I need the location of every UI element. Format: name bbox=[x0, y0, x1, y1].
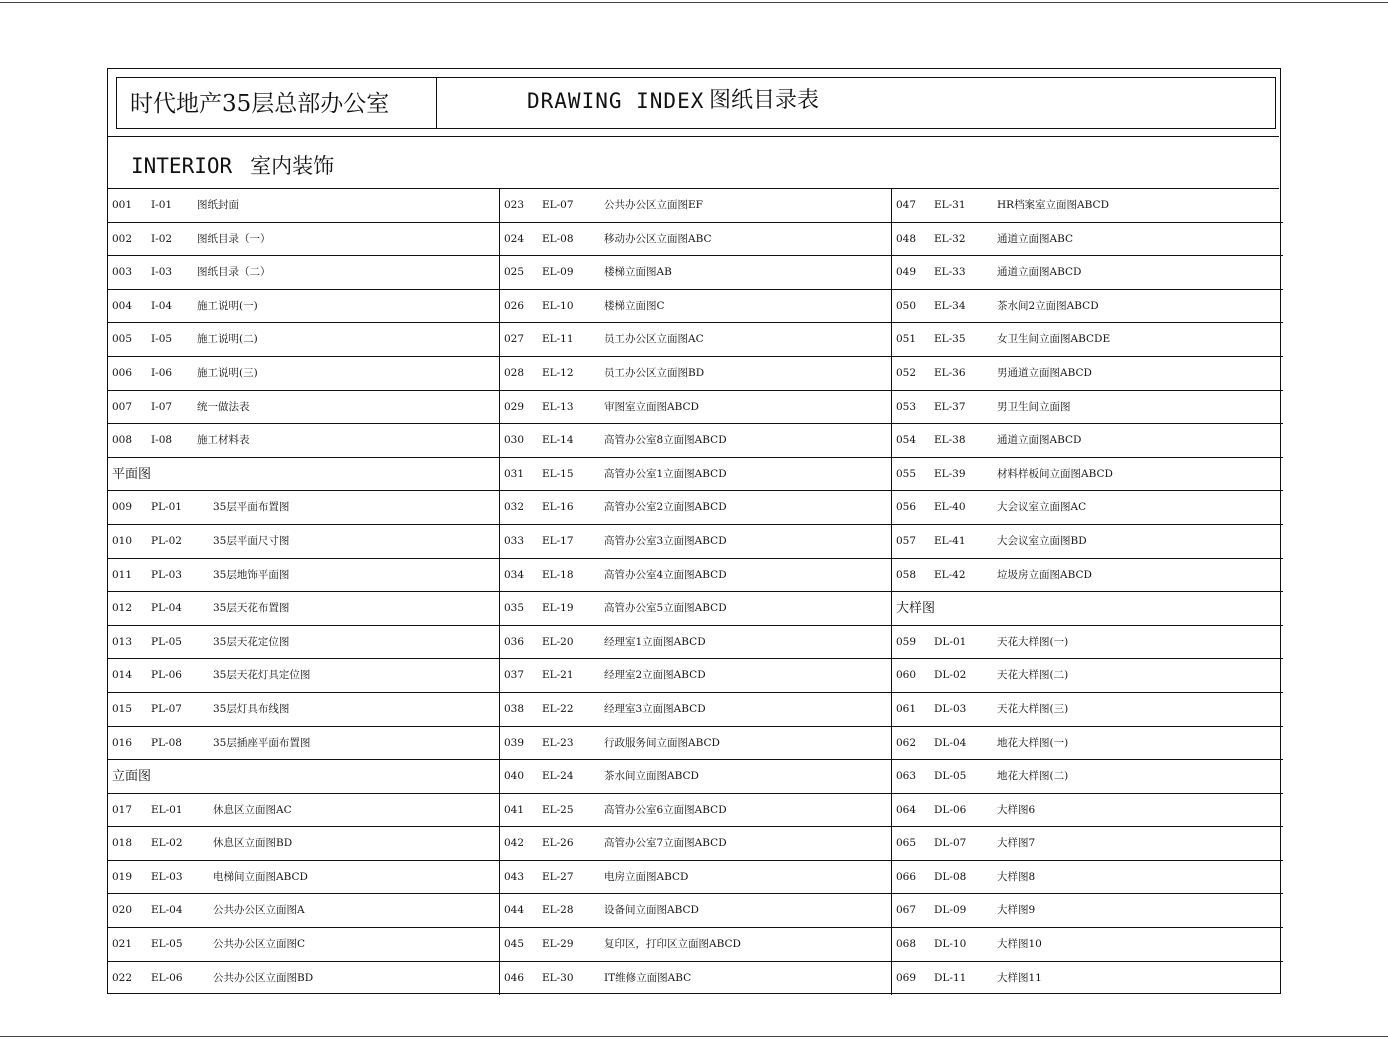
drawing-code: EL-11 bbox=[542, 333, 574, 346]
drawing-name: 统一做法表 bbox=[197, 400, 250, 413]
drawing-number: 029 bbox=[504, 400, 525, 413]
drawing-number: 027 bbox=[504, 333, 525, 346]
drawing-name: 审图室立面图ABCD bbox=[604, 400, 699, 413]
drawing-code: EL-31 bbox=[934, 199, 966, 211]
drawing-code: DL-08 bbox=[934, 870, 967, 883]
table-row bbox=[108, 727, 500, 761]
drawing-name: 公共办公区立面图A bbox=[213, 904, 305, 917]
drawing-number: 062 bbox=[896, 736, 917, 749]
table-row bbox=[892, 659, 1283, 693]
table-row bbox=[500, 626, 891, 660]
section-title-cn: 室内装饰 bbox=[250, 154, 335, 178]
table-row bbox=[500, 827, 891, 861]
drawing-code: EL-21 bbox=[542, 669, 574, 682]
drawing-code: EL-30 bbox=[542, 971, 574, 984]
drawing-code: I-08 bbox=[151, 434, 173, 447]
table-row bbox=[500, 290, 891, 324]
table-row bbox=[892, 256, 1283, 290]
drawing-code: EL-12 bbox=[542, 366, 574, 379]
drawing-number: 048 bbox=[896, 232, 917, 245]
section-title bbox=[131, 146, 334, 186]
table-row bbox=[108, 559, 500, 593]
drawing-number: 028 bbox=[504, 366, 525, 379]
drawing-name: 公共办公区立面图BD bbox=[213, 971, 314, 984]
drawing-code: EL-35 bbox=[934, 333, 966, 346]
drawing-name: 员工办公区立面图BD bbox=[604, 366, 705, 379]
table-row bbox=[108, 894, 500, 928]
drawing-code: EL-23 bbox=[542, 736, 574, 749]
drawing-number: 063 bbox=[896, 770, 917, 783]
drawing-name: 大样图10 bbox=[997, 938, 1042, 951]
table-row bbox=[500, 256, 891, 290]
drawing-code: DL-02 bbox=[934, 669, 967, 682]
drawing-number: 059 bbox=[896, 635, 917, 648]
drawing-number: 060 bbox=[896, 669, 917, 682]
drawing-number: 047 bbox=[896, 199, 917, 211]
drawing-name: 高管办公室8立面图ABCD bbox=[604, 434, 727, 447]
drawing-number: 055 bbox=[896, 467, 917, 480]
category-heading-label: 平面图 bbox=[112, 466, 152, 482]
drawing-code: EL-34 bbox=[934, 299, 966, 312]
drawing-name: HR档案室立面图ABCD bbox=[997, 199, 1110, 211]
drawing-code: I-07 bbox=[151, 400, 173, 413]
drawing-name: 设备间立面图ABCD bbox=[604, 904, 699, 917]
table-row bbox=[108, 592, 500, 626]
drawing-name: 茶水间立面图ABCD bbox=[604, 770, 699, 783]
drawing-name: 图纸封面 bbox=[197, 199, 239, 211]
table-row bbox=[892, 559, 1283, 593]
section-title-en: INTERIOR bbox=[131, 154, 233, 178]
drawing-code: EL-13 bbox=[542, 400, 574, 413]
table-row bbox=[892, 424, 1283, 458]
category-heading-label: 立面图 bbox=[112, 769, 152, 785]
drawing-name: 地花大样图(二) bbox=[997, 770, 1069, 783]
drawing-number: 007 bbox=[112, 400, 133, 413]
drawing-name: 高管办公室3立面图ABCD bbox=[604, 534, 727, 547]
drawing-name: 大样图9 bbox=[997, 904, 1036, 917]
project-title: 时代地产35层总部办公室 bbox=[117, 78, 437, 128]
drawing-code: DL-07 bbox=[934, 837, 967, 850]
table-row bbox=[108, 391, 500, 425]
category-heading-label: 大样图 bbox=[896, 601, 936, 617]
drawing-name: 图纸目录（二） bbox=[197, 266, 271, 279]
drawing-code: EL-22 bbox=[542, 702, 574, 715]
drawing-name: 经理室3立面图ABCD bbox=[604, 702, 706, 715]
drawing-code: DL-06 bbox=[934, 803, 967, 816]
drawing-code: EL-03 bbox=[151, 870, 183, 883]
drawing-number: 006 bbox=[112, 366, 133, 379]
drawing-name: 施工说明(二) bbox=[197, 333, 258, 346]
drawing-name: 移动办公区立面图ABC bbox=[604, 232, 712, 245]
drawing-name: 公共办公区立面图EF bbox=[604, 199, 703, 211]
table-row bbox=[500, 491, 891, 525]
table-row bbox=[892, 928, 1283, 962]
drawing-number: 021 bbox=[112, 938, 133, 951]
drawing-code: EL-26 bbox=[542, 837, 574, 850]
table-row bbox=[108, 962, 500, 996]
table-row bbox=[108, 794, 500, 828]
drawing-number: 039 bbox=[504, 736, 525, 749]
drawing-index-sheet bbox=[107, 68, 1281, 994]
table-row bbox=[892, 760, 1283, 794]
drawing-number: 026 bbox=[504, 299, 525, 312]
index-title-cn: 图纸目录表 bbox=[709, 88, 820, 113]
drawing-name: 楼梯立面图C bbox=[604, 299, 665, 312]
drawing-number: 067 bbox=[896, 904, 917, 917]
drawing-name: 施工说明(三) bbox=[197, 366, 258, 379]
drawing-number: 065 bbox=[896, 837, 917, 850]
drawing-code: I-03 bbox=[151, 266, 173, 279]
drawing-name: 天花大样图(三) bbox=[997, 702, 1069, 715]
drawing-number: 020 bbox=[112, 904, 133, 917]
drawing-name: 35层插座平面布置图 bbox=[213, 736, 311, 749]
drawing-name: 公共办公区立面图C bbox=[213, 938, 306, 951]
drawing-number: 045 bbox=[504, 938, 525, 951]
drawing-name: 休息区立面图AC bbox=[213, 803, 292, 816]
drawing-code: EL-19 bbox=[542, 602, 574, 615]
drawing-number: 010 bbox=[112, 534, 133, 547]
drawing-code: EL-10 bbox=[542, 299, 574, 312]
drawing-code: DL-01 bbox=[934, 635, 967, 648]
drawing-number: 032 bbox=[504, 501, 525, 514]
table-row bbox=[500, 323, 891, 357]
drawing-number: 019 bbox=[112, 870, 133, 883]
drawing-name: 35层天花布置图 bbox=[213, 602, 290, 615]
drawing-name: 高管办公室5立面图ABCD bbox=[604, 602, 727, 615]
drawing-name: 大样图7 bbox=[997, 837, 1036, 850]
drawing-name: 高管办公室1立面图ABCD bbox=[604, 467, 727, 480]
drawing-name: 高管办公室2立面图ABCD bbox=[604, 501, 727, 514]
table-row bbox=[892, 323, 1283, 357]
drawing-number: 043 bbox=[504, 870, 525, 883]
table-row bbox=[500, 794, 891, 828]
drawing-number: 018 bbox=[112, 837, 133, 850]
title-block bbox=[116, 77, 1276, 129]
drawing-number: 013 bbox=[112, 635, 133, 648]
table-row bbox=[500, 391, 891, 425]
drawing-code: PL-02 bbox=[151, 534, 182, 547]
drawing-number: 033 bbox=[504, 534, 525, 547]
drawing-code: I-06 bbox=[151, 366, 173, 379]
table-row bbox=[108, 223, 500, 257]
drawing-code: EL-17 bbox=[542, 534, 574, 547]
drawing-code: PL-04 bbox=[151, 602, 182, 615]
index-column-3 bbox=[891, 189, 1283, 995]
drawing-name: 35层平面尺寸图 bbox=[213, 534, 290, 547]
drawing-number: 008 bbox=[112, 434, 133, 447]
drawing-number: 016 bbox=[112, 736, 133, 749]
drawing-name: 男卫生间立面图 bbox=[997, 400, 1071, 413]
drawing-code: EL-01 bbox=[151, 803, 183, 816]
category-heading bbox=[108, 458, 500, 492]
index-title-en: DRAWING INDEX bbox=[527, 89, 705, 113]
drawing-code: EL-33 bbox=[934, 266, 966, 279]
table-row bbox=[500, 928, 891, 962]
drawing-number: 004 bbox=[112, 299, 133, 312]
drawing-code: EL-14 bbox=[542, 434, 574, 447]
table-row bbox=[500, 727, 891, 761]
drawing-number: 035 bbox=[504, 602, 525, 615]
drawing-name: 高管办公室6立面图ABCD bbox=[604, 803, 727, 816]
drawing-code: EL-29 bbox=[542, 938, 574, 951]
drawing-name: 大样图11 bbox=[997, 971, 1042, 984]
table-row bbox=[108, 256, 500, 290]
drawing-number: 042 bbox=[504, 837, 525, 850]
table-row bbox=[500, 424, 891, 458]
drawing-code: EL-07 bbox=[542, 199, 574, 211]
table-row bbox=[108, 424, 500, 458]
table-row bbox=[108, 693, 500, 727]
drawing-code: DL-09 bbox=[934, 904, 967, 917]
drawing-number: 003 bbox=[112, 266, 133, 279]
drawing-code: DL-10 bbox=[934, 938, 967, 951]
drawing-name: 高管办公室7立面图ABCD bbox=[604, 837, 727, 850]
drawing-code: EL-04 bbox=[151, 904, 183, 917]
table-row bbox=[892, 391, 1283, 425]
category-heading bbox=[892, 592, 1283, 626]
drawing-code: EL-38 bbox=[934, 434, 966, 447]
drawing-number: 068 bbox=[896, 938, 917, 951]
table-row bbox=[500, 525, 891, 559]
table-row bbox=[892, 894, 1283, 928]
drawing-number: 057 bbox=[896, 534, 917, 547]
drawing-name: 经理室1立面图ABCD bbox=[604, 635, 706, 648]
drawing-number: 046 bbox=[504, 971, 525, 984]
drawing-number: 009 bbox=[112, 501, 133, 514]
drawing-name: 地花大样图(一) bbox=[997, 736, 1069, 749]
drawing-number: 022 bbox=[112, 971, 133, 984]
table-row bbox=[108, 928, 500, 962]
page-bottom-edge bbox=[0, 1036, 1388, 1037]
drawing-number: 036 bbox=[504, 635, 525, 648]
drawing-name: IT维修立面图ABC bbox=[604, 971, 692, 984]
table-row bbox=[892, 861, 1283, 895]
drawing-number: 030 bbox=[504, 434, 525, 447]
drawing-number: 017 bbox=[112, 803, 133, 816]
table-row bbox=[108, 357, 500, 391]
drawing-name: 大样图8 bbox=[997, 870, 1036, 883]
divider-line bbox=[108, 136, 1279, 137]
drawing-name: 茶水间2立面图ABCD bbox=[997, 299, 1099, 312]
table-row bbox=[892, 727, 1283, 761]
table-row bbox=[892, 827, 1283, 861]
drawing-number: 015 bbox=[112, 702, 133, 715]
drawing-number: 064 bbox=[896, 803, 917, 816]
drawing-code: EL-05 bbox=[151, 938, 183, 951]
drawing-code: PL-01 bbox=[151, 501, 182, 514]
drawing-code: EL-06 bbox=[151, 971, 183, 984]
category-heading bbox=[108, 760, 500, 794]
drawing-code: EL-40 bbox=[934, 501, 966, 514]
table-row bbox=[500, 559, 891, 593]
table-row bbox=[500, 894, 891, 928]
drawing-number: 041 bbox=[504, 803, 525, 816]
table-row bbox=[108, 323, 500, 357]
drawing-code: EL-24 bbox=[542, 770, 574, 783]
drawing-name: 施工材料表 bbox=[197, 434, 250, 447]
drawing-name: 通道立面图ABC bbox=[997, 232, 1074, 245]
drawing-code: EL-42 bbox=[934, 568, 966, 581]
table-row bbox=[500, 357, 891, 391]
drawing-code: I-04 bbox=[151, 299, 173, 312]
drawing-name: 大样图6 bbox=[997, 803, 1036, 816]
page-top-edge bbox=[0, 2, 1388, 3]
drawing-name: 通道立面图ABCD bbox=[997, 266, 1082, 279]
table-row bbox=[500, 693, 891, 727]
drawing-number: 014 bbox=[112, 669, 133, 682]
drawing-number: 066 bbox=[896, 870, 917, 883]
table-row bbox=[892, 458, 1283, 492]
drawing-name: 男通道立面图ABCD bbox=[997, 366, 1092, 379]
table-row bbox=[500, 659, 891, 693]
table-row bbox=[108, 827, 500, 861]
drawing-code: I-02 bbox=[151, 232, 173, 245]
table-row bbox=[108, 491, 500, 525]
drawing-code: PL-06 bbox=[151, 669, 182, 682]
drawing-code: EL-15 bbox=[542, 467, 574, 480]
drawing-number: 038 bbox=[504, 702, 525, 715]
drawing-name: 电梯间立面图ABCD bbox=[213, 870, 308, 883]
drawing-name: 天花大样图(一) bbox=[997, 635, 1069, 648]
table-row bbox=[892, 223, 1283, 257]
drawing-code: EL-32 bbox=[934, 232, 966, 245]
drawing-number: 040 bbox=[504, 770, 525, 783]
drawing-number: 034 bbox=[504, 568, 525, 581]
drawing-name: 垃圾房立面图ABCD bbox=[997, 568, 1092, 581]
drawing-number: 051 bbox=[896, 333, 917, 346]
drawing-name: 楼梯立面图AB bbox=[604, 266, 672, 279]
drawing-code: EL-28 bbox=[542, 904, 574, 917]
table-row bbox=[500, 861, 891, 895]
table-row bbox=[892, 693, 1283, 727]
drawing-code: EL-09 bbox=[542, 266, 574, 279]
drawing-code: PL-05 bbox=[151, 635, 182, 648]
table-row bbox=[500, 962, 891, 996]
drawing-number: 069 bbox=[896, 971, 917, 984]
drawing-number: 025 bbox=[504, 266, 525, 279]
drawing-code: PL-03 bbox=[151, 568, 182, 581]
table-row bbox=[500, 223, 891, 257]
table-row bbox=[108, 659, 500, 693]
drawing-number: 037 bbox=[504, 669, 525, 682]
table-row bbox=[892, 189, 1283, 223]
drawing-number: 001 bbox=[112, 199, 133, 211]
table-row bbox=[892, 491, 1283, 525]
drawing-code: PL-08 bbox=[151, 736, 182, 749]
table-row bbox=[892, 357, 1283, 391]
drawing-number: 011 bbox=[112, 568, 133, 581]
table-row bbox=[108, 861, 500, 895]
drawing-name: 休息区立面图BD bbox=[213, 837, 293, 850]
drawing-number: 053 bbox=[896, 400, 917, 413]
drawing-name: 高管办公室4立面图ABCD bbox=[604, 568, 727, 581]
table-row bbox=[500, 189, 891, 223]
drawing-number: 024 bbox=[504, 232, 525, 245]
drawing-name: 行政服务间立面图ABCD bbox=[604, 736, 720, 749]
drawing-number: 056 bbox=[896, 501, 917, 514]
table-row bbox=[892, 962, 1283, 996]
drawing-number: 005 bbox=[112, 333, 133, 346]
drawing-code: EL-41 bbox=[934, 534, 966, 547]
drawing-code: I-05 bbox=[151, 333, 173, 346]
table-row bbox=[108, 626, 500, 660]
drawing-code: EL-27 bbox=[542, 870, 574, 883]
drawing-name: 图纸目录（一） bbox=[197, 232, 271, 245]
drawing-name: 材料样板间立面图ABCD bbox=[997, 467, 1113, 480]
drawing-code: EL-16 bbox=[542, 501, 574, 514]
table-row bbox=[892, 794, 1283, 828]
drawing-name: 35层天花定位图 bbox=[213, 635, 290, 648]
drawing-code: EL-36 bbox=[934, 366, 966, 379]
drawing-number: 052 bbox=[896, 366, 917, 379]
drawing-name: 大会议室立面图AC bbox=[997, 501, 1087, 514]
drawing-number: 050 bbox=[896, 299, 917, 312]
drawing-name: 35层天花灯具定位图 bbox=[213, 669, 311, 682]
drawing-name: 施工说明(一) bbox=[197, 299, 258, 312]
drawing-number: 002 bbox=[112, 232, 133, 245]
drawing-code: PL-07 bbox=[151, 702, 182, 715]
drawing-code: DL-03 bbox=[934, 702, 967, 715]
drawing-name: 经理室2立面图ABCD bbox=[604, 669, 706, 682]
drawing-name: 复印区，打印区立面图ABCD bbox=[604, 938, 741, 951]
index-column-2 bbox=[499, 189, 891, 995]
table-row bbox=[108, 189, 500, 223]
drawing-name: 员工办公区立面图AC bbox=[604, 333, 704, 346]
table-row bbox=[892, 290, 1283, 324]
drawing-number: 054 bbox=[896, 434, 917, 447]
drawing-number: 049 bbox=[896, 266, 917, 279]
drawing-number: 031 bbox=[504, 467, 525, 480]
drawing-code: DL-04 bbox=[934, 736, 967, 749]
drawing-name: 女卫生间立面图ABCDE bbox=[997, 333, 1111, 346]
drawing-code: DL-05 bbox=[934, 770, 967, 783]
table-row bbox=[500, 760, 891, 794]
drawing-name: 35层灯具布线图 bbox=[213, 702, 290, 715]
drawing-name: 35层平面布置图 bbox=[213, 501, 290, 514]
table-row bbox=[108, 525, 500, 559]
drawing-number: 023 bbox=[504, 199, 525, 211]
index-column-1 bbox=[108, 189, 500, 995]
drawing-code: EL-37 bbox=[934, 400, 966, 413]
table-row bbox=[108, 290, 500, 324]
drawing-name: 通道立面图ABCD bbox=[997, 434, 1082, 447]
drawing-code: EL-20 bbox=[542, 635, 574, 648]
drawing-number: 058 bbox=[896, 568, 917, 581]
drawing-code: I-01 bbox=[151, 199, 173, 211]
drawing-code: EL-02 bbox=[151, 837, 183, 850]
drawing-code: EL-08 bbox=[542, 232, 574, 245]
drawing-number: 012 bbox=[112, 602, 133, 615]
drawing-code: EL-25 bbox=[542, 803, 574, 816]
drawing-name: 大会议室立面图BD bbox=[997, 534, 1087, 547]
drawing-name: 35层地饰平面图 bbox=[213, 568, 290, 581]
drawing-code: EL-39 bbox=[934, 467, 966, 480]
drawing-code: EL-18 bbox=[542, 568, 574, 581]
drawing-code: DL-11 bbox=[934, 971, 967, 984]
drawing-name: 电房立面图ABCD bbox=[604, 870, 689, 883]
table-row bbox=[892, 626, 1283, 660]
table-row bbox=[892, 525, 1283, 559]
drawing-number: 061 bbox=[896, 702, 917, 715]
table-row bbox=[500, 592, 891, 626]
drawing-number: 044 bbox=[504, 904, 525, 917]
index-title bbox=[437, 78, 1275, 128]
drawing-name: 天花大样图(二) bbox=[997, 669, 1069, 682]
table-row bbox=[500, 458, 891, 492]
